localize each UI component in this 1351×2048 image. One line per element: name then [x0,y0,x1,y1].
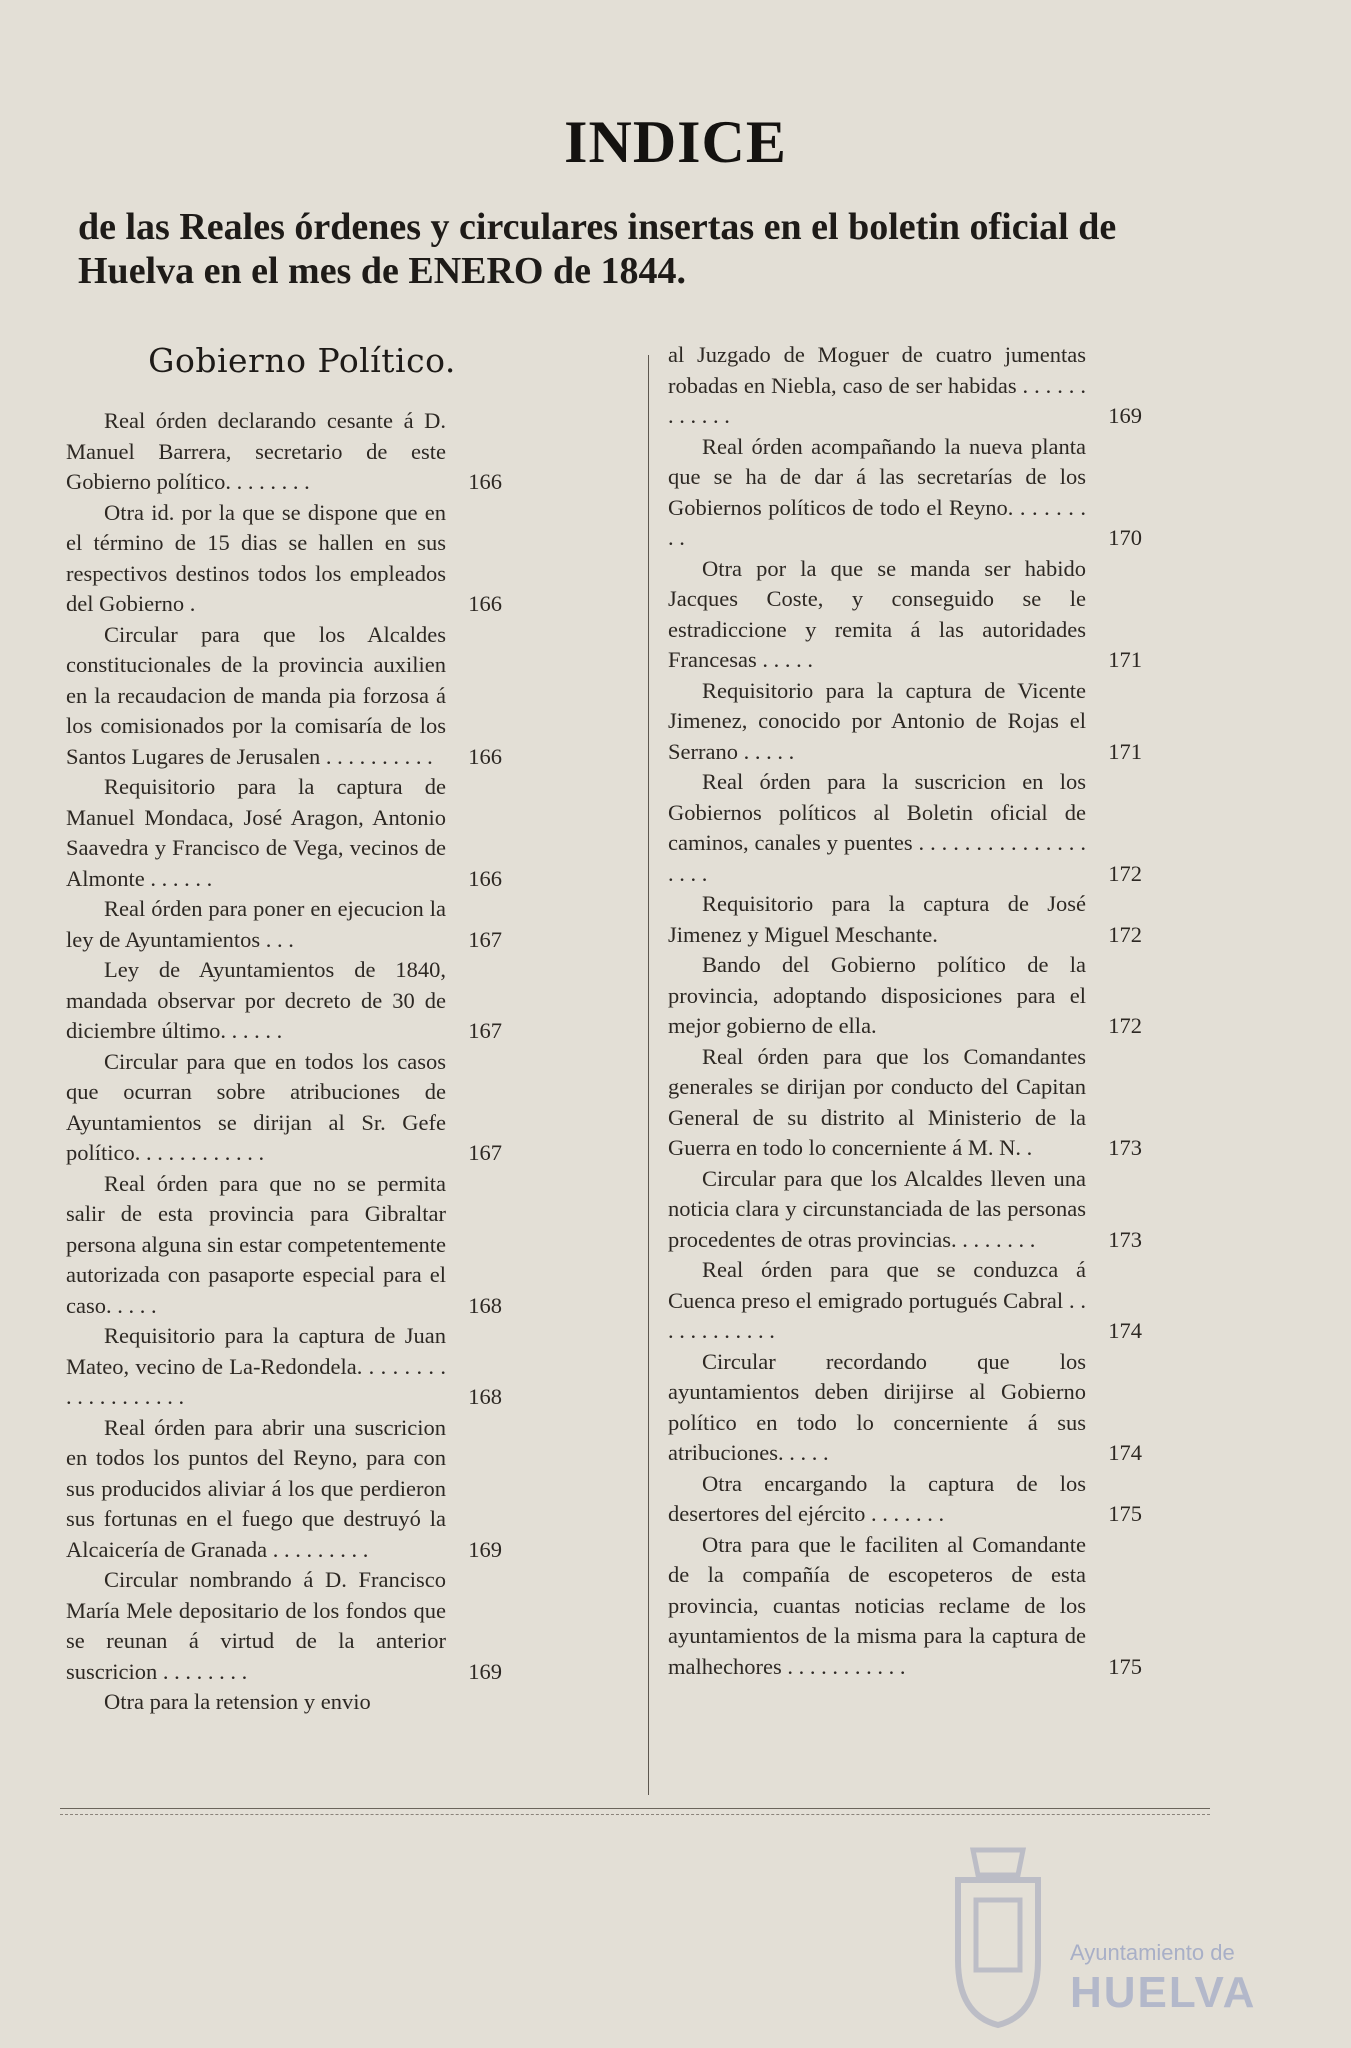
index-entry [668,950,1142,1042]
watermark-line1: Ayuntamiento de [1070,1940,1235,1965]
entry-text: Real órden para la suscricion en los Gobiernos políticos al Boletin oficial de caminos, canales y puentes . . . . . . . . . . . . . . . . . . . [668,769,1086,886]
index-entry [668,676,1142,768]
entry-page-number: 168 [468,1292,502,1318]
entry-page-number: 172 [1108,860,1142,886]
entry-text: Circular para que los Alcaldes lleven una noticia clara y circunstanciada de las personas procedentes de otras provincias. . . . . . . . [668,1165,1086,1252]
entry-page-number: 169 [1108,403,1142,428]
index-entry [668,1255,1142,1347]
entry-page-number: 170 [1108,525,1142,550]
section-heading: Gobierno Político. [148,341,456,380]
entry-text: Ley de Ayuntamientos de 1840, mandada observar por decreto de 30 de diciembre último. . . . . . [66,957,446,1043]
index-entry [66,894,502,955]
coat-of-arms-icon [938,1840,1058,2030]
entry-text: Real órden acompañando la nueva planta que se ha de dar á las secretarías de los Gobiernos políticos de todo el Reyno. . . . . . . . . [668,433,1086,550]
document-subtitle: de las Reales órdenes y circulares insertas en el boletin oficial de Huelva en el mes de ENERO de 1844. [78,206,1117,292]
entry-page-number: 174 [1108,1440,1142,1465]
right-column [668,340,1142,1795]
column-divider [648,355,649,1795]
entry-page-number: 168 [468,1384,502,1409]
entry-page-number: 172 [1108,1013,1142,1038]
index-entry [66,498,502,620]
page-title: INDICE [564,109,787,175]
entry-page-number: 172 [1108,921,1142,947]
entry-page-number: 169 [468,1658,502,1684]
index-entry [66,1687,502,1718]
entry-text: Requisitorio para la captura de Manuel Mondaca, José Aragon, Antonio Saavedra y Francisco de Vega, vecinos de Almonte . . . . . . [66,774,446,891]
index-entry [66,772,502,894]
entry-page-number: 166 [468,865,502,891]
footer-rule [60,1808,1210,1809]
entry-page-number: 167 [468,1018,502,1043]
entry-text: Otra id. por la que se dispone que en el término de 15 dias se hallen en sus respectivos destinos todos los empleados del Gobierno . [66,499,446,616]
left-entry-list [66,406,502,1718]
entry-text: Otra por la que se manda ser habido Jacques Coste, y conseguido se le estradiccione y remita á las autoridades Francesas . . . . . [668,555,1086,672]
entry-text: Requisitorio para la captura de Juan Mateo, vecino de La-Redondela. . . . . . . . . . . . . . . . . . . [66,1323,446,1409]
entry-text: Real órden para que no se permita salir de esta provincia para Gibraltar persona alguna sin estar competentemente autorizada con pasaporte especial para el caso. . . . . [66,1170,446,1318]
footer-rule-secondary [60,1814,1210,1815]
index-entry [668,889,1142,950]
entry-text: al Juzgado de Moguer de cuatro jumentas robadas en Niebla, caso de ser habidas . . . . . . . . . . . . [668,342,1086,428]
index-entry [66,1321,502,1413]
index-entry [668,1164,1142,1256]
entry-text: Circular para que los Alcaldes constitucionales de la provincia auxilien en la recaudacion de manda pia forzosa á los comisionados por la comisaría de los Santos Lugares de Jerusalen . . . . . . . . . . [66,621,446,769]
entry-page-number: 174 [1108,1318,1142,1343]
entry-text: Otra encargando la captura de los desertores del ejército . . . . . . . [668,1470,1086,1526]
right-entry-list [668,340,1142,1682]
entry-page-number: 173 [1108,1226,1142,1252]
index-entry [66,1169,502,1322]
index-entry [668,340,1142,432]
entry-text: Requisitorio para la captura de José Jimenez y Miguel Meschante. [668,891,1086,947]
entry-page-number: 171 [1108,647,1142,672]
entry-text: Otra para la retension y envio [104,1689,371,1714]
entry-page-number: 166 [468,469,502,494]
index-entry [66,955,502,1047]
index-entry [66,1565,502,1687]
entry-page-number: 166 [468,591,502,616]
index-entry [668,1347,1142,1469]
index-entry [66,1047,502,1169]
entry-text: Real órden para que los Comandantes generales se dirijan por conducto del Capitan General de su distrito al Ministerio de la Guerra en todo lo concerniente á M. N. . [668,1043,1086,1160]
entry-text: Otra para que le faciliten al Comandante de la compañía de escopeteros de esta provincia, cuantas noticias reclame de los ayuntamientos de la misma para la captura de malhechores . . . . . . . . . . . [668,1531,1086,1679]
entry-text: Bando del Gobierno político de la provincia, adoptando disposiciones para el mejor gobierno de ella. [668,952,1086,1038]
index-entry [66,1413,502,1566]
index-entry [668,1530,1142,1683]
index-entry [66,406,502,498]
entry-text: Circular para que en todos los casos que ocurran sobre atribuciones de Ayuntamientos se dirijan al Sr. Gefe político. . . . . . . . . . . . [66,1048,446,1165]
entry-text: Real órden para poner en ejecucion la ley de Ayuntamientos . . . [66,896,446,952]
entry-text: Real órden para abrir una suscricion en todos los puntos del Reyno, para con sus producidos aliviar á los que perdieron sus fortunas en el fuego que destruyó la Alcaicería de Granada . . . . . . . . . [66,1414,446,1562]
index-entry [668,432,1142,554]
entry-page-number: 166 [468,743,502,769]
entry-text: Real órden para que se conduzca á Cuenca preso el emigrado portugués Cabral . . . . . . . . . . . . [668,1257,1086,1343]
left-column [66,340,502,1795]
entry-page-number: 175 [1108,1653,1142,1679]
entry-page-number: 175 [1108,1501,1142,1526]
index-entry [668,554,1142,676]
index-entry [668,767,1142,889]
index-entry [66,620,502,773]
entry-page-number: 171 [1108,738,1142,764]
entry-page-number: 169 [468,1536,502,1562]
watermark-line2: HUELVA [1070,1968,1257,2017]
index-entry [668,1042,1142,1164]
entry-text: Circular nombrando á D. Francisco María Mele depositario de los fondos que se reunan á virtud de la anterior suscricion . . . . . . . . [66,1567,446,1684]
entry-page-number: 167 [468,926,502,952]
entry-page-number: 173 [1108,1135,1142,1160]
index-entry [668,1469,1142,1530]
entry-text: Real órden declarando cesante á D. Manuel Barrera, secretario de este Gobierno político. . . . . . . . [66,408,446,494]
entry-text: Circular recordando que los ayuntamientos deben dirijirse al Gobierno político en todo lo concerniente á sus atribuciones. . . . . [668,1348,1086,1465]
entry-text: Requisitorio para la captura de Vicente Jimenez, conocido por Antonio de Rojas el Serrano . . . . . [668,677,1086,764]
entry-page-number: 167 [468,1140,502,1165]
